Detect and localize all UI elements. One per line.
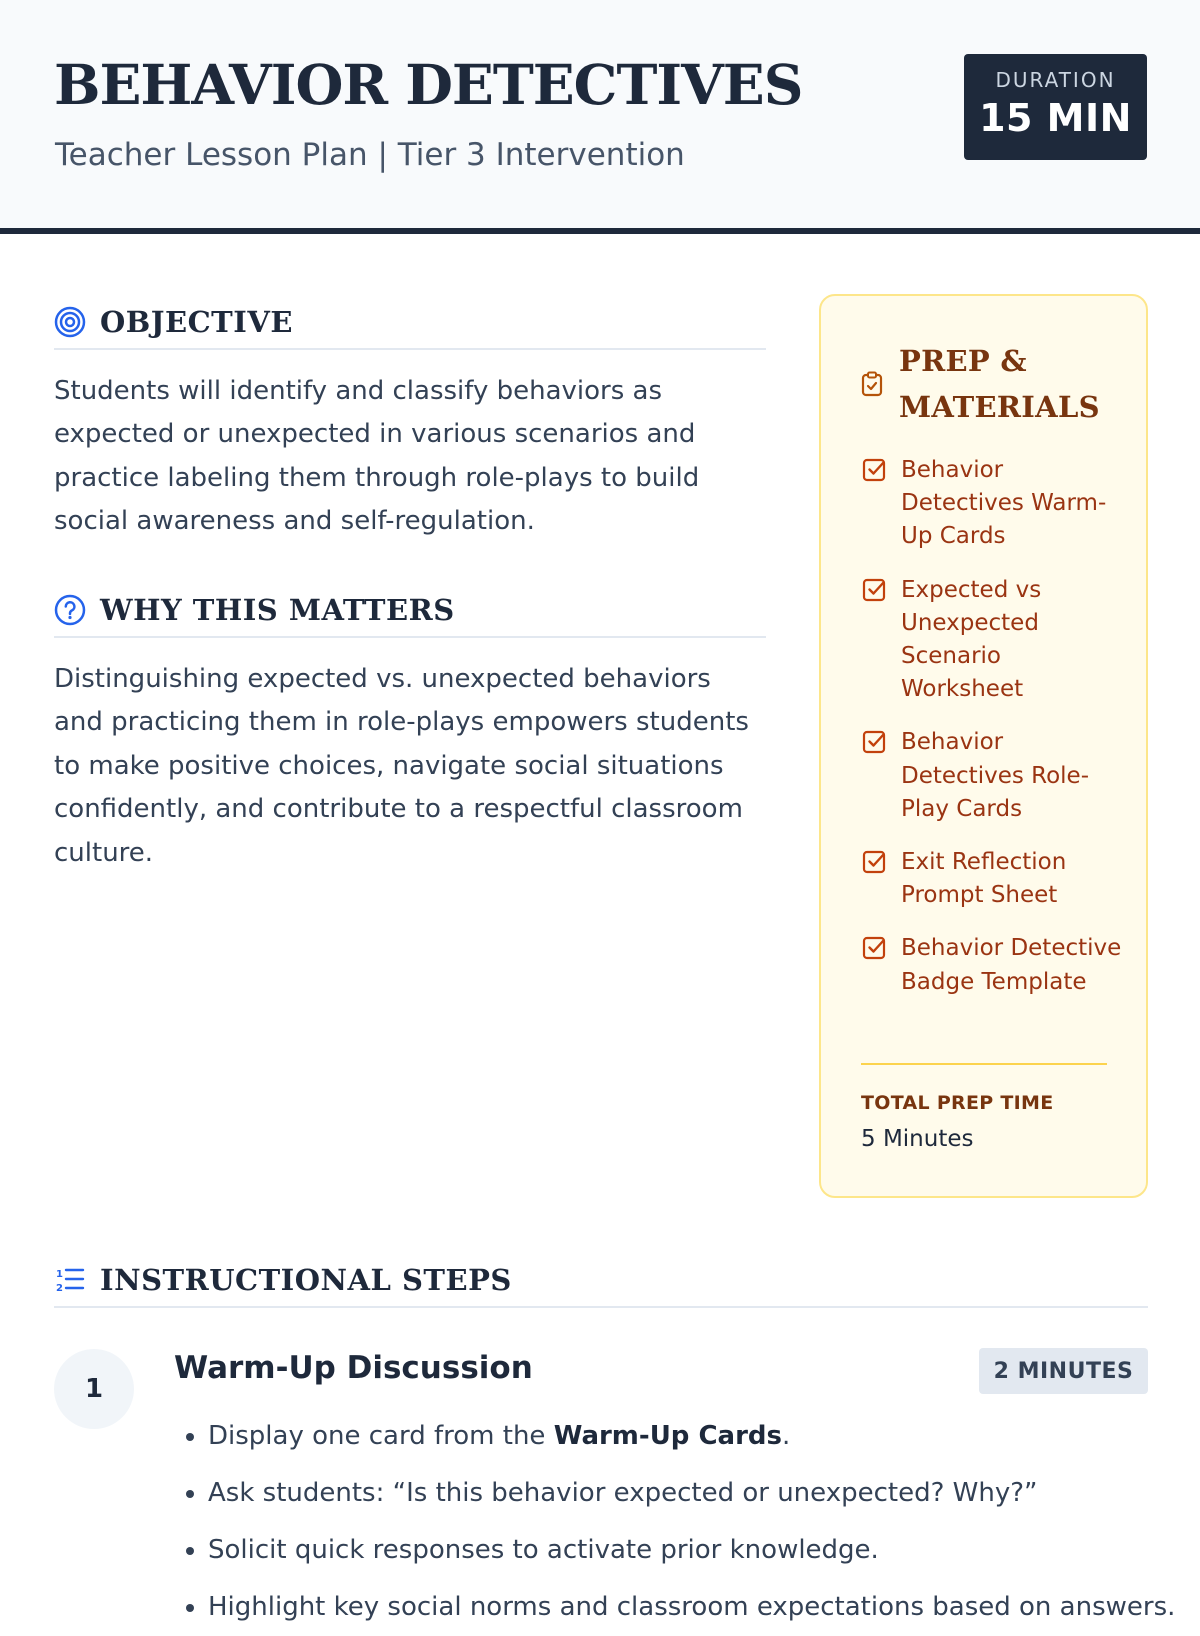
- checkbox-icon: [861, 848, 889, 876]
- objective-text: Students will identify and classify behaviors as expected or unexpected in various scenarios and practice labeling them through role-plays to build social awareness and self-regulation.: [54, 376, 700, 537]
- page-header: [0, 0, 1200, 234]
- material-item-label: Behavior Detective Badge Template: [901, 935, 1122, 995]
- material-item: [861, 932, 1123, 998]
- steps-heading-label: INSTRUCTIONAL STEPS: [100, 1263, 512, 1297]
- numbered-list-icon: [54, 1264, 86, 1296]
- material-item: [861, 454, 1123, 554]
- material-item-label: Expected vs Unexpected Scenario Worksheet: [901, 576, 1042, 703]
- page-title: BEHAVIOR DETECTIVES: [54, 52, 803, 117]
- checkbox-icon: [861, 728, 889, 756]
- prep-title-line2: MATERIALS: [899, 390, 1100, 424]
- objective-heading: [54, 296, 766, 350]
- page-subtitle: Teacher Lesson Plan | Tier 3 Intervention: [55, 137, 685, 173]
- why-heading: [54, 584, 766, 638]
- step-bullet-bold: Warm-Up Cards: [553, 1421, 782, 1451]
- why-heading-label: WHY THIS MATTERS: [100, 593, 455, 627]
- step-title: Warm-Up Discussion: [174, 1350, 533, 1386]
- svg-text:2: 2: [56, 1283, 63, 1294]
- checkbox-icon: [861, 576, 889, 604]
- total-prep-time-label: TOTAL PREP TIME: [861, 1092, 1054, 1114]
- prep-heading: [861, 338, 1100, 430]
- step-bullet-text: Highlight key social norms and classroom expectations based on answers.: [208, 1592, 1176, 1622]
- checkbox-icon: [861, 934, 889, 962]
- target-icon: [54, 306, 86, 338]
- step-bullets: [174, 1408, 1176, 1636]
- steps-heading: [54, 1254, 1148, 1308]
- step-bullet: [208, 1465, 1168, 1522]
- total-prep-time-value: 5 Minutes: [861, 1126, 974, 1152]
- material-item-label: Exit Reflection Prompt Sheet: [901, 849, 1067, 909]
- step-duration-badge: 2 MINUTES: [979, 1348, 1148, 1394]
- prep-title: [899, 338, 1100, 430]
- step-number: 1: [54, 1349, 134, 1429]
- prep-divider: [861, 1063, 1107, 1065]
- material-item-label: Behavior Detectives Warm-Up Cards: [901, 457, 1107, 550]
- prep-title-line1: PREP &: [899, 344, 1027, 378]
- step-bullet-text: Solicit quick responses to activate prior knowledge.: [208, 1535, 879, 1565]
- objective-heading-label: OBJECTIVE: [100, 305, 293, 339]
- why-text: Distinguishing expected vs. unexpected behaviors and practicing them in role-plays empowers students to make positive choices, navigate social situations confidently, and contribute to a respectful classroom culture.: [54, 664, 749, 868]
- step-bullet-text: Display one card from the: [208, 1421, 554, 1451]
- step-bullet-text: Ask students: “Is this behavior expected or unexpected? Why?”: [208, 1478, 1038, 1508]
- step-bullet: [208, 1408, 1168, 1465]
- duration-label: DURATION: [995, 68, 1116, 92]
- material-item: [861, 846, 1123, 912]
- duration-value: 15 MIN: [979, 96, 1132, 140]
- svg-text:1: 1: [56, 1269, 63, 1280]
- material-item-label: Behavior Detectives Role-Play Cards: [901, 729, 1089, 822]
- step-bullet: [208, 1579, 1176, 1636]
- step-bullet: [208, 1522, 1168, 1579]
- material-item: [861, 726, 1123, 826]
- step-bullet-text: .: [782, 1421, 791, 1451]
- duration-badge: [964, 54, 1147, 160]
- clipboard-icon: [861, 371, 887, 397]
- prep-materials-panel: [819, 294, 1148, 1198]
- question-circle-icon: [54, 594, 86, 626]
- materials-list: [861, 454, 1123, 1019]
- material-item: [861, 574, 1123, 707]
- checkbox-icon: [861, 456, 889, 484]
